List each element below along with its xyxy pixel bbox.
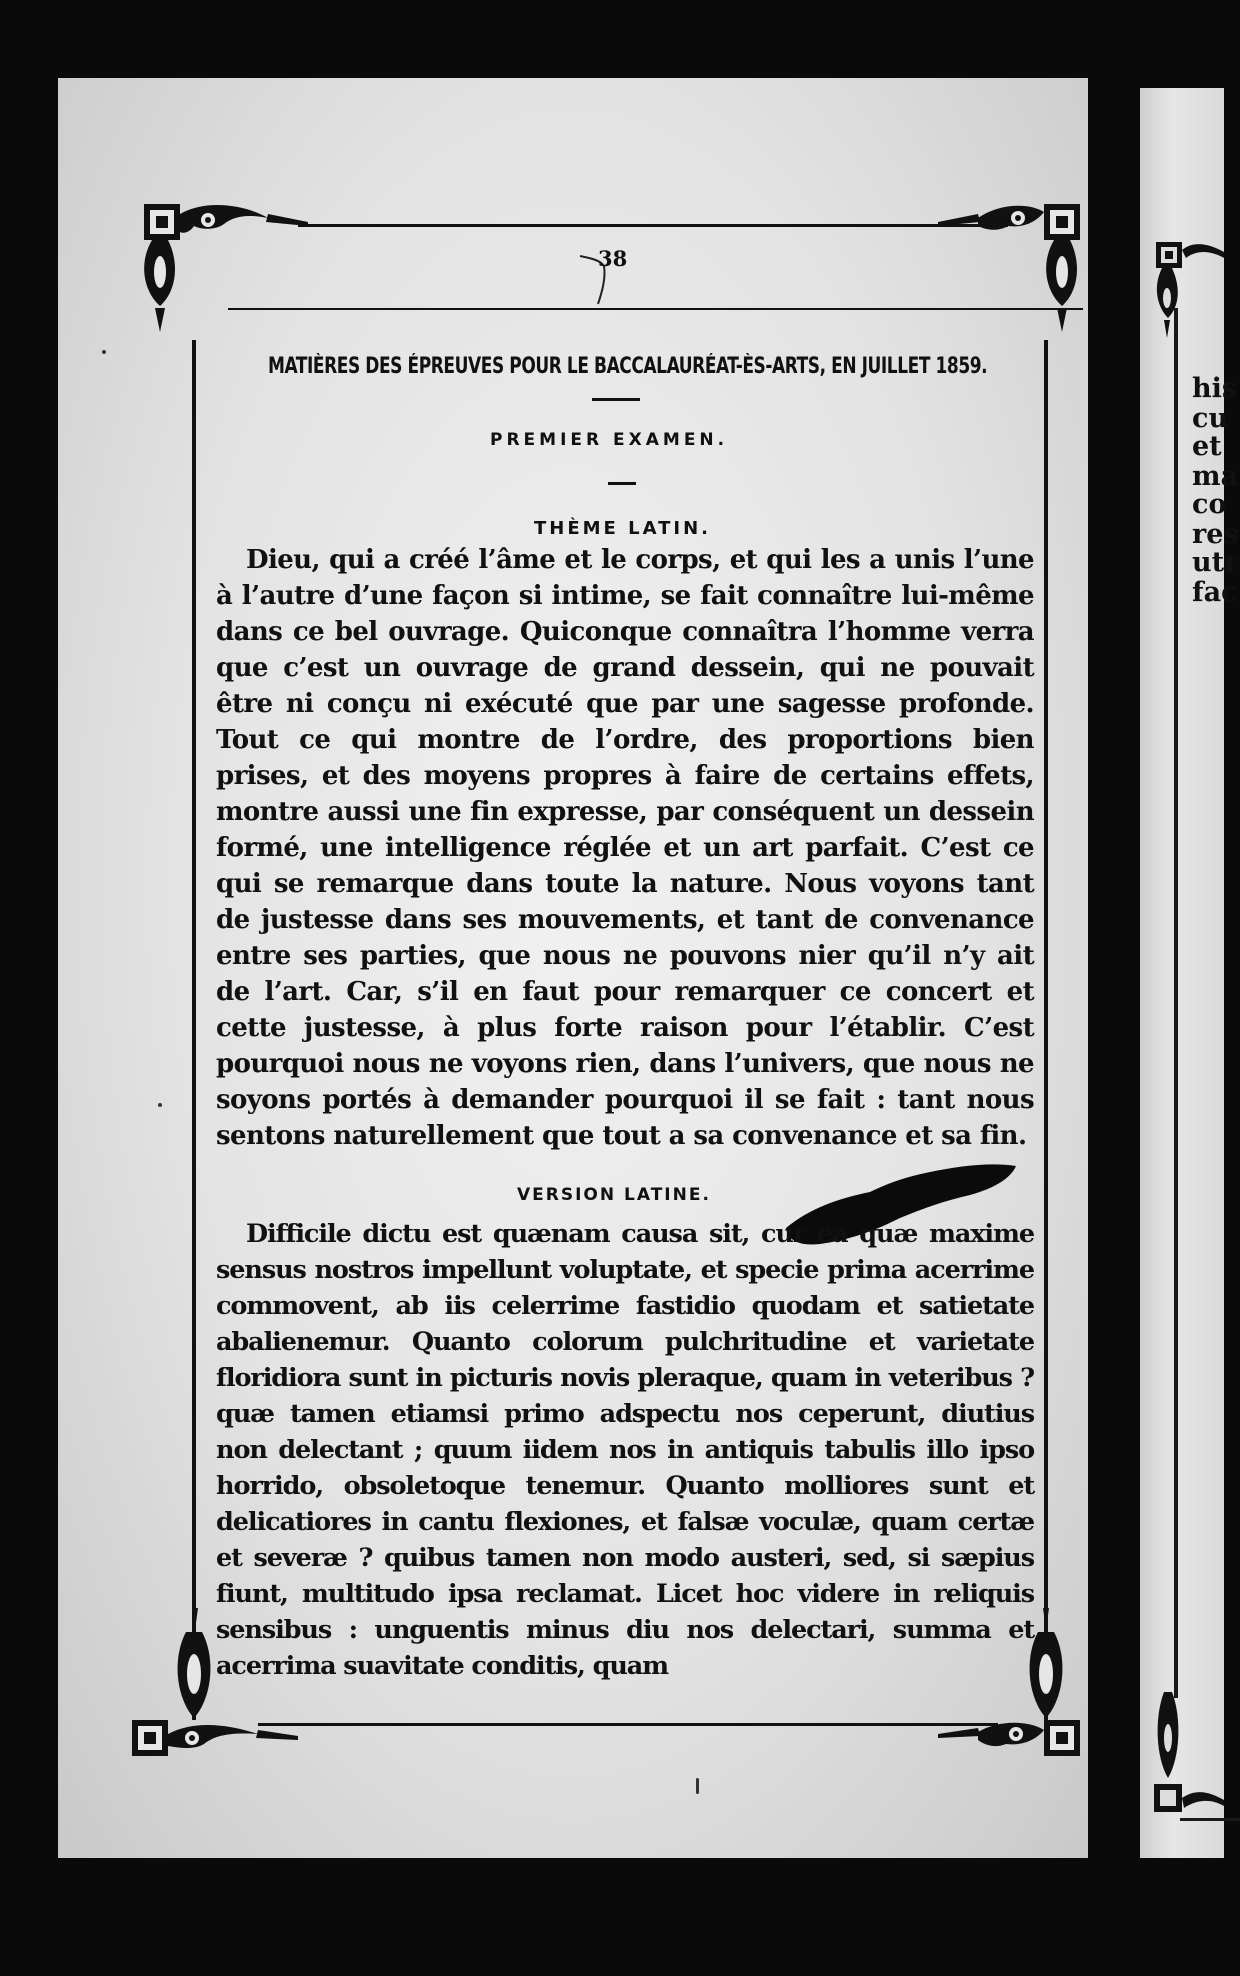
facing-page-fragment: cu [1192, 403, 1229, 434]
speck [102, 350, 106, 354]
speck [696, 1778, 699, 1794]
divider [592, 398, 640, 401]
theme-paragraph [216, 542, 1034, 1154]
facing-page-fragment: his [1192, 373, 1238, 404]
divider [608, 482, 636, 485]
version-text: Difficile dictu est quænam causa sit, cur ea quæ maxime sensus nostros impellunt voluptate, et specie prima acerrime commovent, ab iis celerrime fastidio quodam et satietate abalienemur. Quanto colorum pulchritudine et varietate floridiora sunt in picturis novis pleraque, quam in veteribus ? quæ tamen etiamsi primo adspectu nos ceperunt, diutius non delectant ; quum iidem nos in antiquis tabulis illo ipso horrido, obsoletoque tenemur. Quanto molliores sunt et delicatiores in cantu flexiones, et falsæ voculæ, quam certæ et severæ ? quibus tamen non modo austeri, sed, si sæpius fiunt, multitudo ipsa reclamat. Licet hoc videre in reliquis sensibus : unguentis minus diu nos delectari, summa et acerrima suavitate conditis, quam [216, 1219, 1034, 1681]
facing-page-fragment: et [1192, 431, 1222, 462]
page-number: 38 [598, 246, 628, 271]
frame-rule-left [192, 340, 196, 1720]
section-title: PREMIER EXAMEN. [490, 430, 729, 450]
frame-rule-right [1044, 340, 1048, 1720]
book-page [58, 78, 1088, 1858]
theme-title: THÈME LATIN. [534, 518, 711, 539]
page-heading: MATIÈRES DES ÉPREUVES POUR LE BACCALAURÉAT-ÈS-ARTS, EN JUILLET 1859. [268, 354, 988, 379]
corner-ornament-top-left-icon [138, 200, 308, 340]
facing-page-fragment: res [1192, 519, 1239, 550]
corner-ornament-icon [1150, 238, 1224, 388]
corner-ornament-icon [1150, 1688, 1224, 1838]
facing-page [1140, 88, 1239, 1858]
speck [158, 1103, 162, 1107]
frame-rule-top [298, 224, 1008, 227]
facing-page-fragment: ma [1192, 461, 1239, 492]
facing-page-fragment: fac [1192, 577, 1238, 608]
theme-text: Dieu, qui a créé l’âme et le corps, et qui les a unis l’une à l’autre d’une façon si intime, se fait connaître lui-même dans ce bel ouvrage. Quiconque connaîtra l’homme verra que c’est un ouvrage de grand dessein, qui ne pouvait être ni conçu ni exécuté que par une sagesse profonde. Tout ce qui montre de l’ordre, des proportions bien prises, et des moyens propres à faire de certains effets, montre aussi une fin expresse, par conséquent un dessein formé, une intelligence réglée et un art parfait. C’est ce qui se remarque dans toute la nature. Nous voyons tant de justesse dans ses mouvements, et tant de convenance entre ses parties, que nous ne pouvons nier qu’il n’y ait de l’art. Car, s’il en faut pour remarquer ce concert et cette justesse, à plus forte raison pour l’établir. C’est pourquoi nous ne voyons rien, dans l’univers, que nous ne soyons portés à demander pourquoi il se fait : tant nous sentons naturellement que tout a sa convenance et sa fin. [216, 545, 1034, 1151]
version-title: VERSION LATINE. [517, 1185, 711, 1205]
frame-rule-bottom [258, 1723, 998, 1726]
facing-page-fragment: utr [1192, 547, 1239, 578]
corner-ornament-top-right-icon [938, 200, 1088, 340]
facing-page-fragment: co [1192, 489, 1227, 520]
version-paragraph [216, 1216, 1034, 1684]
